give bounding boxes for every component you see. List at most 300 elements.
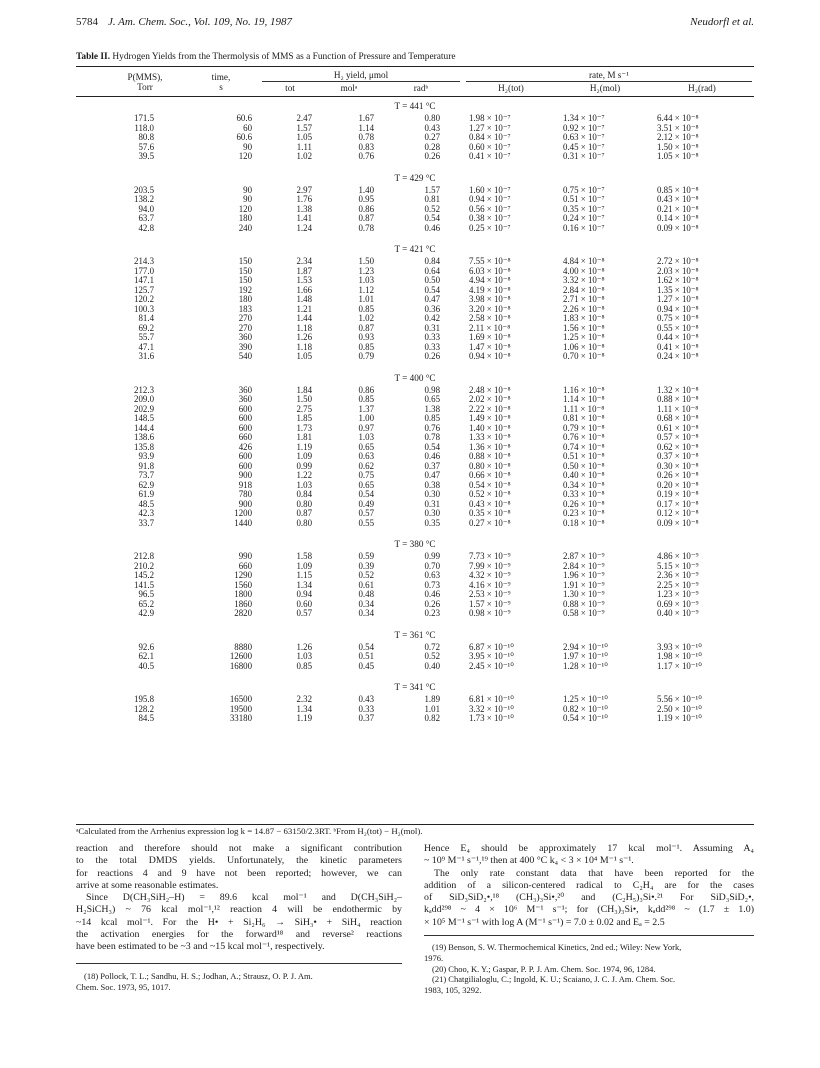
body-line: reaction and therefore should not make a significant contribution [76, 843, 402, 854]
cell-h2-tot: 3.98 × 10⁻⁸ [469, 294, 511, 304]
table-row [76, 519, 754, 528]
cell-h2-rad: 0.41 × 10⁻⁸ [657, 341, 699, 352]
cell-mol: 1.14 [358, 122, 374, 133]
cell-tot: 1.57 [296, 122, 312, 133]
cell-tot: 1.11 [296, 141, 312, 152]
cell-rad: 0.30 [424, 489, 440, 499]
cell-mol: 0.43 [358, 694, 374, 704]
col-head-tot: tot [285, 83, 295, 93]
cell-rad: 0.46 [424, 222, 440, 233]
table-label: Table II. [76, 52, 111, 62]
body-right-column [424, 843, 754, 929]
cell-h2-mol: 0.40 × 10⁻⁸ [563, 470, 605, 480]
cell-tot: 1.05 [296, 132, 312, 142]
cell-h2-tot: 2.53 × 10⁻⁹ [469, 589, 511, 599]
reference-line: (21) Chatgilialoglu, C.; Ingold, K. U.; Scaiano, J. C. J. Am. Chem. Soc. [432, 974, 676, 985]
cell-tot: 2.34 [296, 256, 312, 266]
cell-rad: 0.43 [424, 122, 440, 133]
cell-tot: 1.09 [296, 560, 312, 571]
cell-time: 90 [243, 194, 252, 204]
cell-rad: 0.54 [424, 213, 440, 223]
cell-pressure: 118.0 [134, 122, 154, 133]
cell-h2-rad: 2.36 × 10⁻⁹ [657, 570, 699, 580]
cell-mol: 0.86 [358, 384, 374, 395]
cell-h2-tot: 4.32 × 10⁻⁹ [469, 570, 511, 580]
temperature-heading: T = 429 °C [394, 172, 436, 183]
cell-time: 2820 [234, 608, 252, 618]
cell-h2-mol: 0.75 × 10⁻⁷ [563, 184, 605, 195]
cell-rad: 0.52 [424, 203, 440, 214]
cell-h2-rad: 0.17 × 10⁻⁸ [657, 498, 699, 509]
cell-pressure: 148.5 [134, 413, 154, 423]
left-refs-rule [76, 963, 402, 964]
cell-tot: 1.34 [296, 703, 312, 714]
cell-pressure: 39.5 [138, 151, 154, 161]
cell-time: 150 [238, 265, 252, 276]
cell-mol: 0.48 [358, 589, 374, 599]
cell-pressure: 141.5 [134, 579, 154, 590]
cell-h2-tot: 3.95 × 10⁻¹⁰ [469, 651, 514, 661]
table-caption-text: Hydrogen Yields from the Thermolysis of MMS as a Function of Pressure and Temperature [112, 52, 456, 62]
cell-pressure: 138.6 [134, 432, 154, 442]
cell-rad: 0.47 [424, 294, 440, 304]
cell-h2-rad: 2.50 × 10⁻¹⁰ [657, 703, 702, 714]
cell-pressure: 94.0 [138, 203, 154, 214]
cell-time: 540 [238, 351, 252, 361]
cell-h2-tot: 0.43 × 10⁻⁸ [469, 498, 511, 509]
table-row [76, 490, 754, 499]
cell-time: 120 [238, 151, 252, 161]
table-row [76, 652, 754, 661]
cell-mol: 1.01 [358, 294, 374, 304]
cell-h2-mol: 2.71 × 10⁻⁸ [563, 294, 605, 304]
cell-tot: 0.85 [296, 660, 312, 671]
temperature-heading: T = 380 °C [394, 539, 436, 549]
cell-pressure: 33.7 [138, 517, 154, 528]
cell-h2-rad: 6.44 × 10⁻⁸ [657, 113, 699, 123]
cell-tot: 0.99 [296, 460, 312, 471]
cell-h2-rad: 0.40 × 10⁻⁹ [657, 608, 699, 618]
cell-h2-tot: 2.22 × 10⁻⁸ [469, 403, 511, 414]
cell-tot: 1.26 [296, 332, 312, 342]
cell-tot: 1.21 [296, 303, 312, 314]
cell-tot: 1.18 [296, 341, 312, 352]
col-head-time-unit: s [219, 82, 223, 92]
cell-h2-tot: 1.69 × 10⁻⁸ [469, 332, 511, 342]
cell-tot: 0.80 [296, 517, 312, 528]
cell-h2-tot: 0.94 × 10⁻⁸ [469, 351, 511, 361]
cell-h2-rad: 0.24 × 10⁻⁸ [657, 351, 699, 361]
cell-mol: 0.52 [358, 570, 374, 580]
body-line: Hence E₄ should be approximately 17 kcal mol⁻¹. Assuming A₄ [424, 843, 754, 854]
cell-tot: 0.80 [296, 498, 312, 509]
cell-h2-mol: 0.63 × 10⁻⁷ [563, 132, 605, 142]
cell-time: 270 [238, 313, 252, 323]
cell-mol: 0.65 [358, 441, 374, 452]
table-caption [76, 52, 754, 62]
table-row [76, 581, 754, 590]
cell-h2-tot: 3.20 × 10⁻⁸ [469, 303, 511, 314]
reference-line: 1983, 105, 3292. [424, 985, 482, 996]
cell-time: 60 [243, 122, 252, 133]
cell-mol: 0.75 [358, 470, 374, 480]
cell-tot: 0.57 [296, 608, 312, 618]
table-row [76, 214, 754, 223]
cell-time: 1290 [234, 570, 252, 580]
cell-pressure: 96.5 [138, 589, 154, 599]
cell-tot: 0.84 [296, 489, 312, 499]
cell-mol: 1.03 [358, 432, 374, 442]
cell-h2-mol: 1.25 × 10⁻¹⁰ [563, 694, 608, 704]
cell-h2-rad: 1.62 × 10⁻⁸ [657, 275, 699, 285]
cell-pressure: 62.1 [138, 651, 154, 661]
cell-h2-rad: 0.20 × 10⁻⁸ [657, 479, 699, 490]
cell-rad: 0.40 [424, 660, 440, 671]
cell-mol: 0.49 [358, 498, 374, 509]
body-line: kₐdd²⁹⁸ ~ 4 × 10⁶ M⁻¹ s⁻¹; for (CH₃)₃Si•, kₐdd²⁹⁸ ~ (1.7 ± 1.0) [424, 904, 754, 916]
cell-h2-rad: 1.50 × 10⁻⁸ [657, 141, 699, 152]
cell-rad: 0.46 [424, 451, 440, 461]
cell-pressure: 31.6 [138, 351, 154, 361]
table-row [76, 405, 754, 414]
cell-pressure: 144.4 [134, 422, 154, 433]
cell-rad: 0.31 [424, 322, 440, 333]
cell-h2-mol: 0.24 × 10⁻⁷ [563, 213, 605, 223]
table-row [76, 705, 754, 714]
cell-h2-tot: 0.60 × 10⁻⁷ [469, 141, 511, 152]
cell-pressure: 63.7 [138, 213, 154, 223]
temperature-heading: T = 441 °C [394, 101, 436, 111]
cell-time: 90 [243, 141, 252, 152]
cell-h2-tot: 1.57 × 10⁻⁹ [469, 598, 511, 609]
cell-mol: 0.78 [358, 132, 374, 142]
body-line: Since D(CH₃SiH₂–H) = 89.6 kcal mol⁻¹ and D(CH₃SiH₂– [86, 892, 402, 904]
body-line: the activation energies for the forward¹⁸ and reverse² reactions [76, 929, 402, 941]
cell-h2-mol: 0.70 × 10⁻⁸ [563, 351, 605, 361]
cell-rad: 1.89 [424, 694, 440, 704]
cell-time: 120 [238, 203, 252, 214]
cell-tot: 1.44 [296, 313, 312, 323]
cell-rad: 0.65 [424, 394, 440, 404]
table-row [76, 143, 754, 152]
cell-h2-rad: 0.21 × 10⁻⁸ [657, 203, 699, 214]
cell-h2-rad: 1.98 × 10⁻¹⁰ [657, 651, 702, 661]
cell-h2-mol: 2.84 × 10⁻⁸ [563, 284, 605, 295]
cell-tot: 1.38 [296, 203, 312, 214]
table-row [76, 600, 754, 609]
cell-pressure: 47.1 [138, 341, 154, 352]
table-row [76, 471, 754, 480]
cell-h2-mol: 0.18 × 10⁻⁸ [563, 517, 605, 528]
reference-line: (18) Pollock, T. L.; Sandhu, H. S.; Jodhan, A.; Strausz, O. P. J. Am. [84, 971, 313, 981]
table-row [76, 500, 754, 509]
cell-h2-rad: 0.75 × 10⁻⁸ [657, 313, 699, 323]
cell-h2-tot: 0.66 × 10⁻⁸ [469, 470, 511, 480]
cell-pressure: 209.0 [134, 394, 154, 404]
body-left-column [76, 843, 402, 954]
cell-h2-rad: 1.23 × 10⁻⁹ [657, 589, 699, 599]
cell-pressure: 65.2 [138, 598, 154, 609]
cell-h2-rad: 2.03 × 10⁻⁸ [657, 265, 699, 276]
cell-h2-tot: 0.80 × 10⁻⁸ [469, 460, 511, 471]
cell-h2-rad: 0.62 × 10⁻⁸ [657, 441, 699, 452]
col-head-rad: radᵇ [413, 83, 429, 93]
cell-mol: 0.78 [358, 222, 374, 233]
cell-pressure: 73.7 [138, 470, 154, 480]
cell-time: 60.6 [236, 132, 252, 142]
cell-h2-tot: 0.52 × 10⁻⁸ [469, 489, 511, 499]
table-header-rule [76, 96, 754, 97]
cell-rad: 0.38 [424, 479, 440, 490]
cell-pressure: 55.7 [138, 332, 154, 342]
cell-tot: 1.58 [296, 551, 312, 561]
cell-h2-tot: 0.38 × 10⁻⁷ [469, 213, 511, 223]
cell-mol: 0.54 [358, 641, 374, 652]
cell-h2-rad: 1.35 × 10⁻⁸ [657, 284, 699, 295]
cell-mol: 0.87 [358, 213, 374, 223]
cell-h2-mol: 0.92 × 10⁻⁷ [563, 122, 605, 133]
cell-h2-mol: 0.23 × 10⁻⁸ [563, 508, 605, 518]
cell-tot: 1.18 [296, 322, 312, 333]
body-line: for reactions 4 and 9 have not been reported; however, we can [76, 867, 402, 879]
cell-mol: 0.34 [358, 598, 374, 609]
cell-mol: 0.85 [358, 394, 374, 404]
cell-h2-mol: 1.11 × 10⁻⁸ [563, 403, 605, 414]
cell-time: 1860 [234, 598, 252, 609]
table-row [76, 224, 754, 233]
cell-rad: 0.33 [424, 332, 440, 342]
cell-h2-mol: 1.25 × 10⁻⁸ [563, 332, 605, 342]
table-row [76, 662, 754, 671]
cell-tot: 1.03 [296, 651, 312, 661]
cell-mol: 0.59 [358, 551, 374, 561]
cell-h2-tot: 0.98 × 10⁻⁹ [469, 608, 511, 618]
col-head-time: time, [211, 72, 231, 82]
cell-h2-rad: 4.86 × 10⁻⁹ [657, 551, 699, 561]
rate-group-rule [466, 81, 752, 82]
cell-time: 900 [238, 470, 252, 480]
cell-mol: 0.63 [358, 451, 374, 461]
cell-h2-tot: 0.25 × 10⁻⁷ [469, 222, 511, 233]
cell-tot: 1.22 [296, 470, 312, 480]
table-bottom-rule [76, 824, 754, 825]
cell-mol: 1.12 [358, 284, 374, 295]
cell-time: 390 [238, 341, 252, 352]
cell-h2-mol: 0.35 × 10⁻⁷ [563, 203, 605, 214]
cell-tot: 1.84 [296, 384, 312, 395]
cell-h2-rad: 0.37 × 10⁻⁸ [657, 451, 699, 461]
cell-time: 900 [238, 498, 252, 509]
cell-mol: 0.55 [358, 517, 374, 528]
cell-mol: 0.57 [358, 508, 374, 518]
cell-time: 240 [238, 222, 252, 233]
cell-rad: 0.98 [424, 384, 440, 395]
cell-pressure: 171.5 [134, 113, 154, 123]
cell-h2-rad: 2.72 × 10⁻⁸ [657, 256, 699, 266]
body-line: × 10⁵ M⁻¹ s⁻¹ with log A (M⁻¹ s⁻¹) = 7.0 ± 0.02 and Eₐ = 2.5 [424, 916, 665, 928]
cell-pressure: 42.3 [138, 508, 154, 518]
cell-tot: 1.48 [296, 294, 312, 304]
cell-h2-rad: 1.17 × 10⁻¹⁰ [657, 660, 702, 671]
cell-rad: 0.26 [424, 598, 440, 609]
cell-h2-rad: 0.43 × 10⁻⁸ [657, 194, 699, 204]
cell-mol: 0.76 [358, 151, 374, 161]
cell-mol: 0.34 [358, 608, 374, 618]
reference-line: (20) Choo, K. Y.; Gaspar, P. P. J. Am. Chem. Soc. 1974, 96, 1284. [432, 963, 656, 974]
cell-mol: 1.37 [358, 403, 374, 414]
cell-h2-tot: 7.99 × 10⁻⁹ [469, 560, 511, 571]
cell-time: 180 [238, 213, 252, 223]
col-group-yield: H₂ yield, μmol [333, 70, 389, 80]
table-row [76, 124, 754, 133]
cell-pressure: 92.6 [138, 641, 154, 652]
cell-rad: 0.78 [424, 432, 440, 442]
cell-h2-mol: 0.74 × 10⁻⁸ [563, 441, 605, 452]
table-row [76, 571, 754, 580]
body-line: arrive at some reasonable estimates. [76, 879, 219, 891]
cell-h2-mol: 0.79 × 10⁻⁸ [563, 422, 605, 433]
cell-h2-mol: 2.26 × 10⁻⁸ [563, 303, 605, 314]
body-line: to the total DMDS yields. Unfortunately, the kinetic parameters [76, 855, 402, 867]
cell-h2-rad: 0.61 × 10⁻⁸ [657, 422, 699, 433]
cell-h2-mol: 0.45 × 10⁻⁷ [563, 141, 605, 152]
page-number: 5784 [76, 16, 98, 28]
cell-rad: 0.54 [424, 284, 440, 295]
cell-h2-tot: 7.55 × 10⁻⁸ [469, 256, 511, 266]
cell-tot: 0.94 [296, 589, 312, 599]
cell-time: 16800 [229, 660, 252, 671]
cell-h2-rad: 0.09 × 10⁻⁸ [657, 222, 699, 233]
cell-time: 12600 [229, 651, 252, 661]
cell-pressure: 138.2 [134, 194, 154, 204]
table-row [76, 152, 754, 161]
cell-pressure: 120.2 [134, 294, 154, 304]
table-row [76, 386, 754, 395]
cell-time: 1560 [234, 579, 252, 590]
cell-h2-tot: 2.02 × 10⁻⁸ [469, 394, 511, 404]
cell-h2-tot: 0.27 × 10⁻⁸ [469, 517, 511, 528]
cell-h2-mol: 0.33 × 10⁻⁸ [563, 489, 605, 499]
cell-h2-tot: 6.03 × 10⁻⁸ [469, 265, 511, 276]
cell-time: 33180 [229, 713, 252, 723]
cell-h2-mol: 4.00 × 10⁻⁸ [563, 265, 605, 276]
cell-h2-mol: 1.56 × 10⁻⁸ [563, 322, 605, 333]
cell-rad: 0.47 [424, 470, 440, 480]
cell-rad: 0.31 [424, 498, 440, 509]
journal-citation: J. Am. Chem. Soc., Vol. 109, No. 19, 1987 [108, 16, 293, 28]
cell-h2-rad: 5.15 × 10⁻⁹ [657, 560, 699, 571]
cell-time: 600 [238, 451, 252, 461]
yield-group-rule [262, 81, 460, 82]
cell-pressure: 195.8 [134, 694, 154, 704]
cell-h2-mol: 2.84 × 10⁻⁹ [563, 560, 605, 571]
cell-pressure: 42.8 [138, 222, 154, 233]
cell-pressure: 42.9 [138, 608, 154, 618]
cell-tot: 1.02 [296, 151, 312, 161]
cell-h2-rad: 0.69 × 10⁻⁹ [657, 598, 699, 609]
cell-h2-rad: 1.27 × 10⁻⁸ [657, 294, 699, 304]
cell-h2-tot: 6.87 × 10⁻¹⁰ [469, 641, 514, 652]
cell-h2-rad: 1.05 × 10⁻⁸ [657, 151, 699, 161]
cell-tot: 1.19 [296, 441, 312, 452]
cell-tot: 0.87 [296, 508, 312, 518]
table-row [76, 333, 754, 342]
cell-h2-tot: 1.40 × 10⁻⁸ [469, 422, 511, 433]
cell-time: 360 [238, 394, 252, 404]
cell-h2-mol: 1.96 × 10⁻⁹ [563, 570, 605, 580]
cell-time: 918 [238, 479, 252, 490]
cell-tot: 1.15 [296, 570, 312, 580]
cell-h2-tot: 6.81 × 10⁻¹⁰ [469, 694, 514, 704]
cell-h2-tot: 0.41 × 10⁻⁷ [469, 151, 511, 161]
cell-pressure: 62.9 [138, 479, 154, 490]
cell-pressure: 100.3 [134, 303, 154, 314]
cell-rad: 0.35 [424, 517, 440, 528]
cell-h2-rad: 1.32 × 10⁻⁸ [657, 384, 699, 395]
cell-rad: 0.70 [424, 560, 440, 571]
right-refs-rule [424, 935, 754, 936]
cell-rad: 1.57 [424, 184, 440, 195]
cell-pressure: 212.3 [134, 384, 154, 395]
cell-h2-mol: 0.88 × 10⁻⁹ [563, 598, 605, 609]
cell-rad: 0.80 [424, 113, 440, 123]
cell-h2-mol: 3.32 × 10⁻⁸ [563, 275, 605, 285]
body-line: The only rate constant data that have been reported for the [434, 867, 754, 879]
cell-mol: 0.45 [358, 660, 374, 671]
table-row [76, 481, 754, 490]
cell-h2-tot: 2.11 × 10⁻⁸ [469, 322, 511, 333]
cell-pressure: 212.8 [134, 551, 154, 561]
cell-h2-mol: 0.50 × 10⁻⁸ [563, 460, 605, 471]
table-row [76, 424, 754, 433]
cell-pressure: 48.5 [138, 498, 154, 509]
table-row [76, 414, 754, 423]
cell-mol: 0.93 [358, 332, 374, 342]
table-row [76, 433, 754, 442]
table-row [76, 452, 754, 461]
cell-pressure: 80.8 [138, 132, 154, 142]
table-row [76, 133, 754, 142]
cell-mol: 1.00 [358, 413, 374, 423]
cell-time: 660 [238, 560, 252, 571]
cell-h2-tot: 0.84 × 10⁻⁷ [469, 132, 511, 142]
cell-tot: 1.05 [296, 351, 312, 361]
cell-h2-rad: 0.09 × 10⁻⁸ [657, 517, 699, 528]
cell-h2-mol: 1.91 × 10⁻⁹ [563, 579, 605, 590]
cell-h2-mol: 1.97 × 10⁻¹⁰ [563, 651, 608, 661]
cell-tot: 1.76 [296, 194, 312, 204]
cell-mol: 0.61 [358, 579, 374, 590]
cell-tot: 1.03 [296, 479, 312, 490]
cell-h2-mol: 0.34 × 10⁻⁸ [563, 479, 605, 490]
cell-time: 8880 [234, 641, 252, 652]
cell-h2-mol: 0.58 × 10⁻⁹ [563, 608, 605, 618]
cell-rad: 0.27 [424, 132, 440, 142]
cell-pressure: 147.1 [134, 275, 154, 285]
cell-h2-mol: 0.82 × 10⁻¹⁰ [563, 703, 608, 714]
body-line: have been estimated to be ~3 and ~15 kcal mol⁻¹, respectively. [76, 941, 325, 953]
cell-h2-mol: 4.84 × 10⁻⁸ [563, 256, 605, 266]
cell-h2-rad: 0.26 × 10⁻⁸ [657, 470, 699, 480]
body-line: ~14 kcal mol⁻¹. For the H• + Si₂H₆ → SiH₃• + SiH₄ reaction [76, 916, 402, 928]
table-row [76, 562, 754, 571]
cell-rad: 0.73 [424, 579, 440, 590]
cell-h2-mol: 1.83 × 10⁻⁸ [563, 313, 605, 323]
cell-mol: 1.02 [358, 313, 374, 323]
cell-tot: 1.34 [296, 579, 312, 590]
reference-line: 1976. [424, 952, 444, 963]
cell-h2-tot: 0.54 × 10⁻⁸ [469, 479, 511, 490]
